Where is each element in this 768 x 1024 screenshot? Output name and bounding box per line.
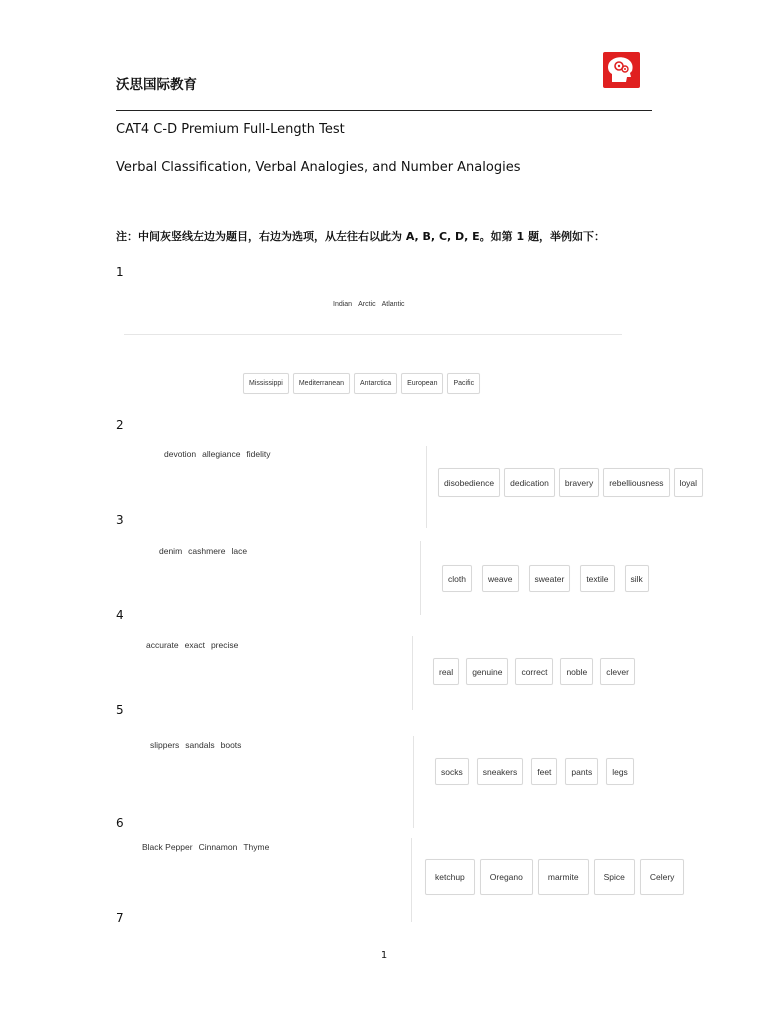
stem-word: slippers	[150, 740, 180, 750]
option-b[interactable]: Mediterranean	[293, 373, 350, 394]
question-divider	[426, 446, 427, 528]
stem-word: Indian	[333, 301, 353, 308]
stem-word: boots	[220, 740, 242, 750]
question-stem	[142, 842, 275, 852]
question-stem	[164, 449, 277, 459]
stem-word: sandals	[185, 740, 215, 750]
question-number: 6	[116, 816, 124, 830]
option-b[interactable]: sneakers	[477, 758, 524, 785]
question-divider	[411, 838, 412, 922]
instruction-note: 注：中间灰竖线左边为题目，右边为选项，从左往右以此为 A, B, C, D, E。如第 1 题，举例如下：	[116, 230, 605, 243]
stem-word: Black Pepper	[142, 842, 193, 852]
option-a[interactable]: Mississippi	[243, 373, 289, 394]
option-e[interactable]: clever	[600, 658, 635, 685]
stem-word: accurate	[146, 640, 179, 650]
stem-word: devotion	[164, 449, 197, 459]
question-divider	[413, 736, 414, 828]
option-c[interactable]: sweater	[529, 565, 571, 592]
option-c[interactable]: marmite	[538, 859, 589, 895]
option-list	[438, 468, 703, 497]
option-e[interactable]: legs	[606, 758, 634, 785]
org-name: 沃思国际教育	[116, 77, 197, 93]
question-number: 7	[116, 911, 124, 925]
question-number: 3	[116, 513, 124, 527]
option-a[interactable]: ketchup	[425, 859, 475, 895]
stem-word: denim	[159, 546, 183, 556]
option-e[interactable]: silk	[625, 565, 649, 592]
page-number: 1	[380, 950, 388, 961]
stem-word: Atlantic	[381, 301, 405, 308]
stem-word: lace	[231, 546, 248, 556]
option-d[interactable]: European	[401, 373, 443, 394]
brain-gears-icon	[603, 52, 640, 88]
question-divider	[420, 541, 421, 615]
option-a[interactable]: cloth	[442, 565, 472, 592]
option-a[interactable]: disobedience	[438, 468, 500, 497]
option-b[interactable]: weave	[482, 565, 519, 592]
option-c[interactable]: Antarctica	[354, 373, 397, 394]
option-b[interactable]: genuine	[466, 658, 508, 685]
stem-word: cashmere	[188, 546, 226, 556]
question-stem	[146, 640, 244, 650]
question-divider	[124, 334, 622, 335]
option-e[interactable]: Celery	[640, 859, 685, 895]
stem-word: precise	[210, 640, 239, 650]
option-list	[433, 658, 635, 685]
stem-word: fidelity	[246, 449, 271, 459]
option-e[interactable]: loyal	[674, 468, 703, 497]
question-stem	[159, 546, 253, 556]
option-d[interactable]: textile	[580, 565, 614, 592]
question-divider	[412, 636, 413, 710]
stem-word: Cinnamon	[198, 842, 238, 852]
test-subtitle: Verbal Classification, Verbal Analogies, and Number Analogies	[116, 160, 521, 175]
stem-word: exact	[184, 640, 205, 650]
question-stem	[150, 740, 247, 750]
option-b[interactable]: dedication	[504, 468, 555, 497]
option-c[interactable]: bravery	[559, 468, 599, 497]
test-title: CAT4 C-D Premium Full-Length Test	[116, 122, 345, 137]
option-list	[442, 565, 649, 592]
stem-word: allegiance	[202, 449, 241, 459]
option-e[interactable]: Pacific	[447, 373, 480, 394]
question-stem	[333, 298, 411, 308]
question-number: 1	[116, 265, 124, 279]
option-a[interactable]: socks	[435, 758, 469, 785]
option-d[interactable]: pants	[565, 758, 598, 785]
stem-word: Thyme	[243, 842, 270, 852]
question-number: 2	[116, 418, 124, 432]
question-number: 5	[116, 703, 124, 717]
option-c[interactable]: feet	[531, 758, 557, 785]
option-a[interactable]: real	[433, 658, 459, 685]
question-number: 4	[116, 608, 124, 622]
option-d[interactable]: noble	[560, 658, 593, 685]
option-d[interactable]: rebelliousness	[603, 468, 669, 497]
option-b[interactable]: Oregano	[480, 859, 533, 895]
header-rule	[116, 110, 652, 111]
option-c[interactable]: correct	[515, 658, 553, 685]
option-list	[243, 373, 480, 394]
option-d[interactable]: Spice	[594, 859, 635, 895]
option-list	[425, 859, 684, 895]
stem-word: Arctic	[358, 301, 376, 308]
option-list	[435, 758, 634, 785]
